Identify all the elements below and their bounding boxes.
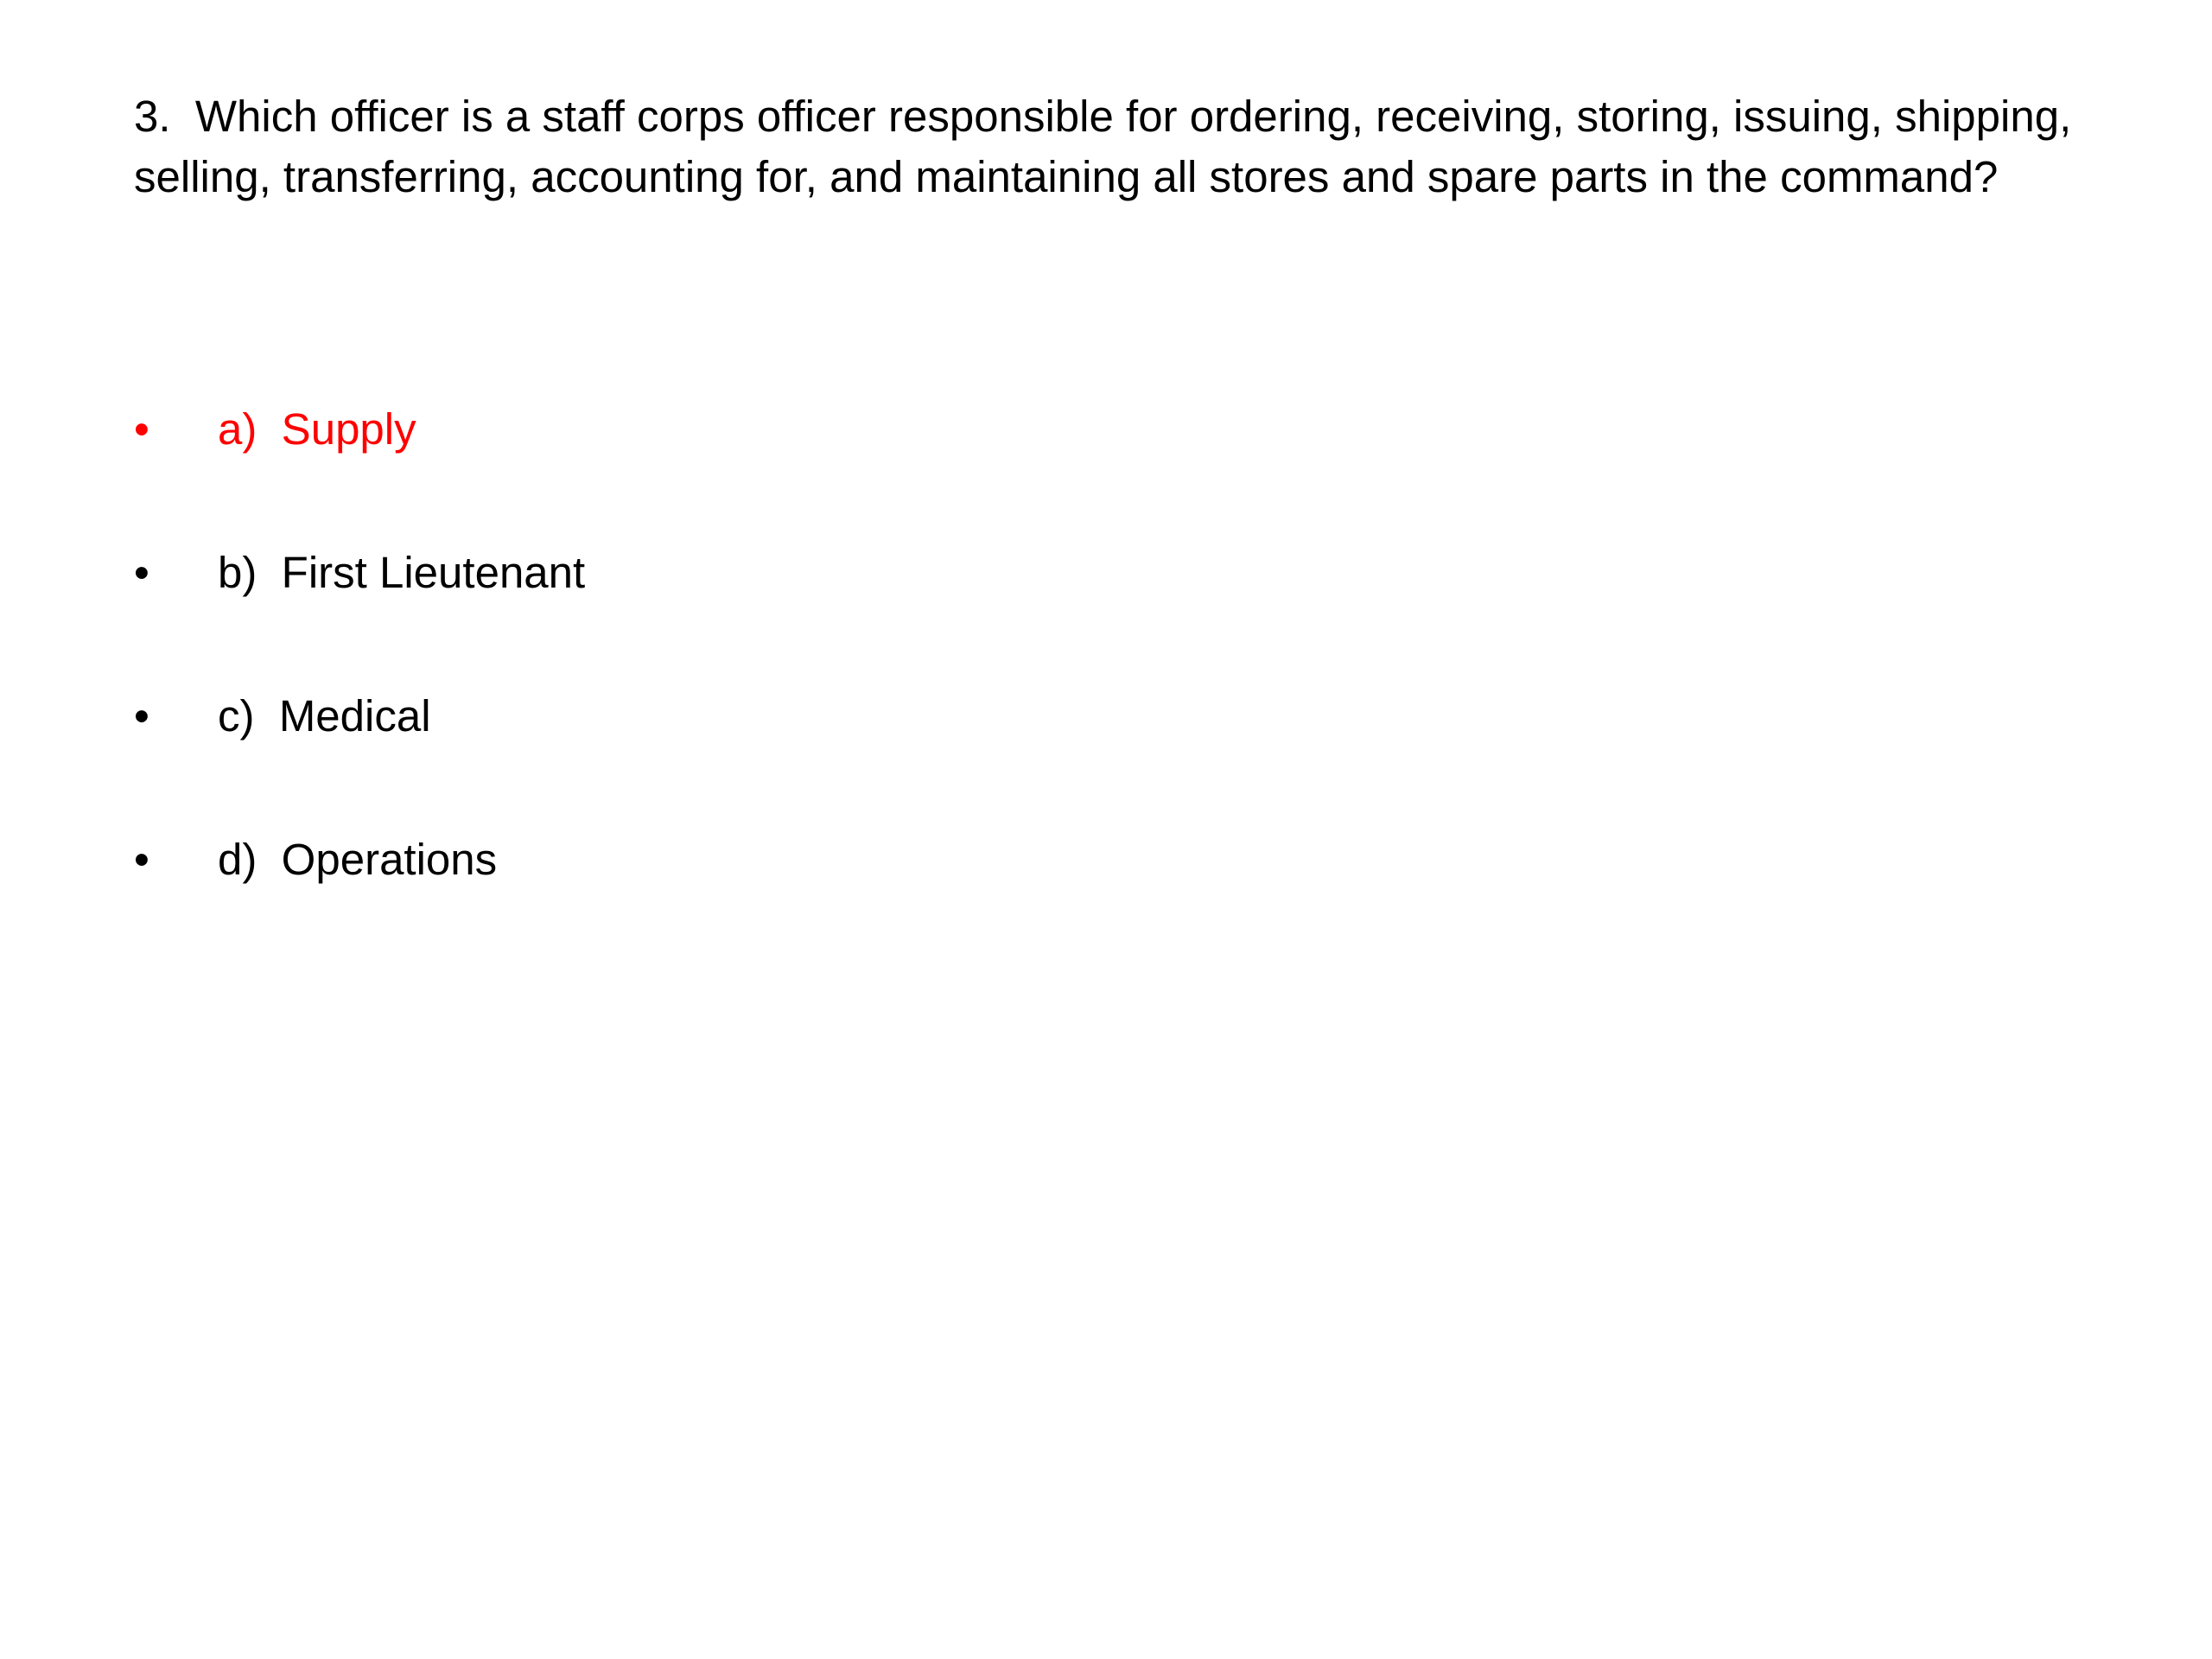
answer-option-label: b) First Lieutenant bbox=[218, 548, 586, 597]
bullet-icon: • bbox=[134, 691, 149, 741]
answer-option-a bbox=[134, 399, 416, 543]
bullet-icon: • bbox=[134, 835, 149, 884]
question-text: 3. Which officer is a staff corps officer responsible for ordering, receiving, storing, issuing, shipping, selling, transferring, accounting for, and maintaining all stores and spare parts in the command? bbox=[134, 92, 2084, 201]
answer-options-list bbox=[134, 399, 586, 973]
answer-option-d bbox=[134, 830, 498, 973]
bullet-icon: • bbox=[134, 404, 149, 454]
bullet-icon: • bbox=[134, 548, 149, 597]
answer-option-c bbox=[134, 686, 431, 830]
answer-option-b bbox=[134, 543, 586, 686]
answer-option-label: d) Operations bbox=[218, 835, 498, 884]
answer-option-label: c) Medical bbox=[218, 691, 431, 741]
answer-option-label: a) Supply bbox=[218, 404, 416, 454]
